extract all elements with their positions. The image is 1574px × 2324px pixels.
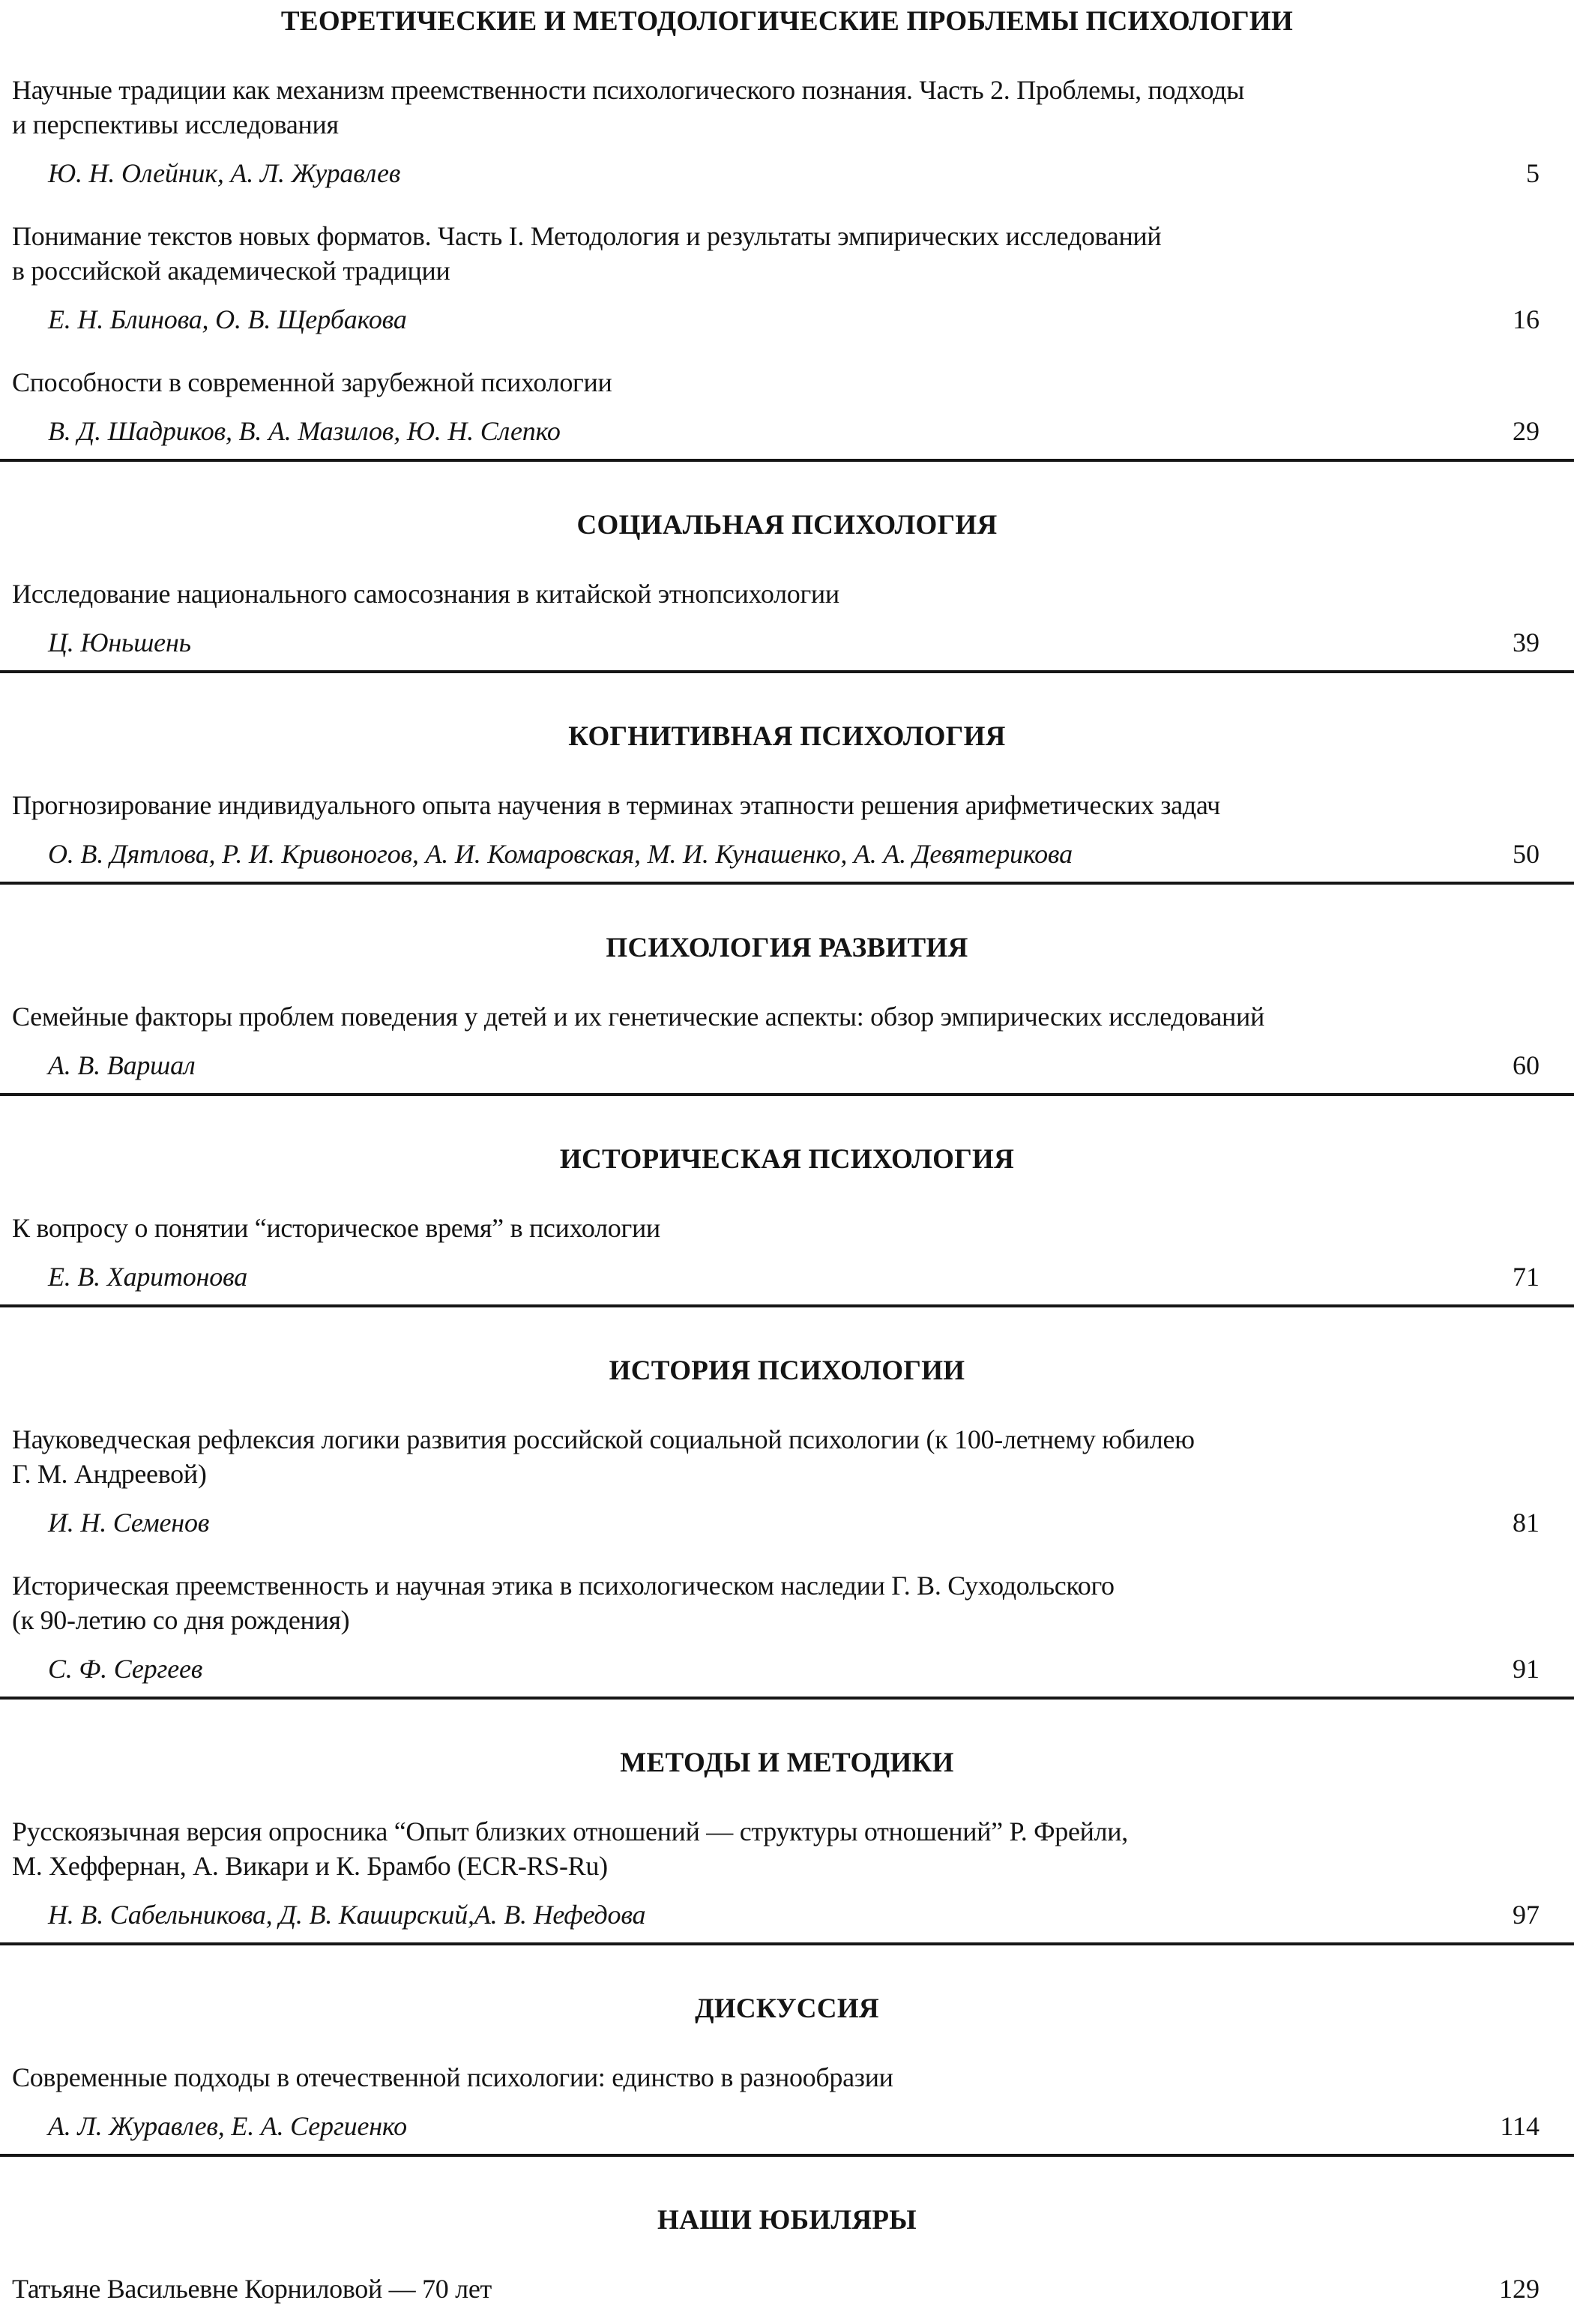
article-authors: С. Ф. Сергеев bbox=[48, 1654, 203, 1684]
article-title: Русскоязычная версия опросника “Опыт близких отношений — структуры отношений” Р. Фрейли, bbox=[12, 1816, 1128, 1846]
article-authors: В. Д. Шадриков, В. А. Мазилов, Ю. Н. Слепко bbox=[48, 416, 561, 446]
article-authors: Ц. Юньшень bbox=[48, 627, 191, 657]
article-title: Г. М. Андреевой) bbox=[12, 1459, 207, 1489]
toc-entry bbox=[0, 1814, 1574, 1932]
article-authors: И. Н. Семенов bbox=[48, 1508, 210, 1538]
toc-entry bbox=[0, 1211, 1574, 1294]
article-title: Семейные факторы проблем поведения у детей и их генетические аспекты: обзор эмпирических исследований bbox=[12, 1002, 1264, 1032]
section-divider bbox=[0, 670, 1574, 673]
article-byline bbox=[0, 414, 1574, 448]
article-title: Прогнозирование индивидуального опыта научения в терминах этапности решения арифметических задач bbox=[12, 790, 1220, 820]
article-page-number: 16 bbox=[1513, 304, 1540, 334]
article-title-row bbox=[0, 2272, 1574, 2306]
section-header: ТЕОРЕТИЧЕСКИЕ И МЕТОДОЛОГИЧЕСКИЕ ПРОБЛЕМЫ ПСИХОЛОГИИ bbox=[280, 6, 1294, 37]
toc-section bbox=[0, 2203, 1574, 2306]
article-page-number: 129 bbox=[1499, 2274, 1540, 2304]
section-header: СОЦИАЛЬНАЯ ПСИХОЛОГИЯ bbox=[576, 510, 998, 541]
section-header: ИСТОРИЧЕСКАЯ ПСИХОЛОГИЯ bbox=[559, 1144, 1015, 1175]
article-byline bbox=[0, 1652, 1574, 1686]
article-authors: Е. Н. Блинова, О. В. Щербакова bbox=[48, 304, 407, 334]
toc-entry bbox=[0, 1422, 1574, 1540]
article-byline bbox=[0, 2109, 1574, 2143]
section-divider bbox=[0, 459, 1574, 462]
toc-section bbox=[0, 1354, 1574, 1700]
article-page-number: 29 bbox=[1513, 416, 1540, 446]
article-byline bbox=[0, 625, 1574, 660]
section-header: НАШИ ЮБИЛЯРЫ bbox=[657, 2205, 917, 2236]
article-authors: Н. В. Сабельникова, Д. В. Каширский,А. В. Нефедова bbox=[48, 1900, 646, 1930]
toc-section bbox=[0, 720, 1574, 885]
article-title: Способности в современной зарубежной психологии bbox=[12, 367, 612, 397]
article-title: в российской академической традиции bbox=[12, 256, 450, 286]
section-header: ДИСКУССИЯ bbox=[695, 1993, 879, 2024]
article-page-number: 39 bbox=[1513, 627, 1540, 657]
toc-section bbox=[0, 1143, 1574, 1307]
article-title: Современные подходы в отечественной психологии: единство в разнообразии bbox=[12, 2062, 893, 2092]
article-page-number: 81 bbox=[1513, 1508, 1540, 1538]
toc-section bbox=[0, 4, 1574, 462]
article-title: М. Хеффернан, А. Викари и К. Брамбо (ECR-RS-Ru) bbox=[12, 1851, 608, 1881]
article-authors: Ю. Н. Олейник, А. Л. Журавлев bbox=[48, 158, 401, 188]
section-divider bbox=[0, 1304, 1574, 1307]
section-divider bbox=[0, 2154, 1574, 2157]
article-title: Исследование национального самосознания в китайской этнопсихологии bbox=[12, 579, 839, 609]
toc-entry bbox=[0, 2272, 1574, 2306]
article-byline bbox=[0, 1259, 1574, 1294]
article-title: Науковедческая рефлексия логики развития российской социальной психологии (к 100-летнему юбилею bbox=[12, 1424, 1195, 1454]
article-byline bbox=[0, 302, 1574, 337]
article-page-number: 5 bbox=[1526, 158, 1540, 188]
article-title: Научные традиции как механизм преемственности психологического познания. Часть 2. Проблемы, подходы bbox=[12, 75, 1245, 105]
toc-entry bbox=[0, 2060, 1574, 2143]
toc-section bbox=[0, 1992, 1574, 2157]
article-byline bbox=[0, 837, 1574, 871]
article-title: Татьяне Васильевне Корниловой — 70 лет bbox=[12, 2274, 492, 2304]
article-title: (к 90-летию со дня рождения) bbox=[12, 1605, 350, 1635]
article-byline bbox=[0, 1897, 1574, 1932]
article-byline bbox=[0, 1048, 1574, 1083]
toc-entry bbox=[0, 365, 1574, 448]
article-title: Понимание текстов новых форматов. Часть I. Методология и результаты эмпирических исследований bbox=[12, 221, 1162, 251]
toc-section bbox=[0, 931, 1574, 1096]
toc-section bbox=[0, 1746, 1574, 1945]
article-page-number: 114 bbox=[1500, 2111, 1540, 2141]
section-header: ИСТОРИЯ ПСИХОЛОГИИ bbox=[609, 1355, 965, 1386]
article-title: и перспективы исследования bbox=[12, 109, 339, 139]
toc-entry bbox=[0, 999, 1574, 1083]
article-title: Историческая преемственность и научная этика в психологическом наследии Г. В. Суходольского bbox=[12, 1571, 1115, 1601]
article-page-number: 50 bbox=[1513, 839, 1540, 869]
toc-entry bbox=[0, 1568, 1574, 1686]
article-page-number: 60 bbox=[1513, 1050, 1540, 1080]
section-header: МЕТОДЫ И МЕТОДИКИ bbox=[620, 1747, 954, 1778]
section-header: КОГНИТИВНАЯ ПСИХОЛОГИЯ bbox=[568, 721, 1006, 752]
article-title: К вопросу о понятии “историческое время” в психологии bbox=[12, 1213, 660, 1243]
section-header: ПСИХОЛОГИЯ РАЗВИТИЯ bbox=[606, 933, 968, 963]
toc-entry bbox=[0, 73, 1574, 190]
section-divider bbox=[0, 882, 1574, 885]
toc-entry bbox=[0, 219, 1574, 337]
article-byline bbox=[0, 156, 1574, 190]
toc-entry bbox=[0, 577, 1574, 660]
article-page-number: 97 bbox=[1513, 1900, 1540, 1930]
article-page-number: 71 bbox=[1513, 1262, 1540, 1292]
article-authors: Е. В. Харитонова bbox=[48, 1262, 248, 1292]
article-authors: А. Л. Журавлев, Е. А. Сергиенко bbox=[48, 2111, 407, 2141]
section-divider bbox=[0, 1093, 1574, 1096]
section-divider bbox=[0, 1697, 1574, 1700]
toc-section bbox=[0, 508, 1574, 673]
article-page-number: 91 bbox=[1513, 1654, 1540, 1684]
article-authors: А. В. Варшал bbox=[48, 1050, 196, 1080]
article-authors: О. В. Дятлова, Р. И. Кривоногов, А. И. Комаровская, М. И. Кунашенко, А. А. Девятерикова bbox=[48, 839, 1073, 869]
toc-entry bbox=[0, 788, 1574, 871]
section-divider bbox=[0, 1942, 1574, 1945]
article-byline bbox=[0, 1505, 1574, 1540]
